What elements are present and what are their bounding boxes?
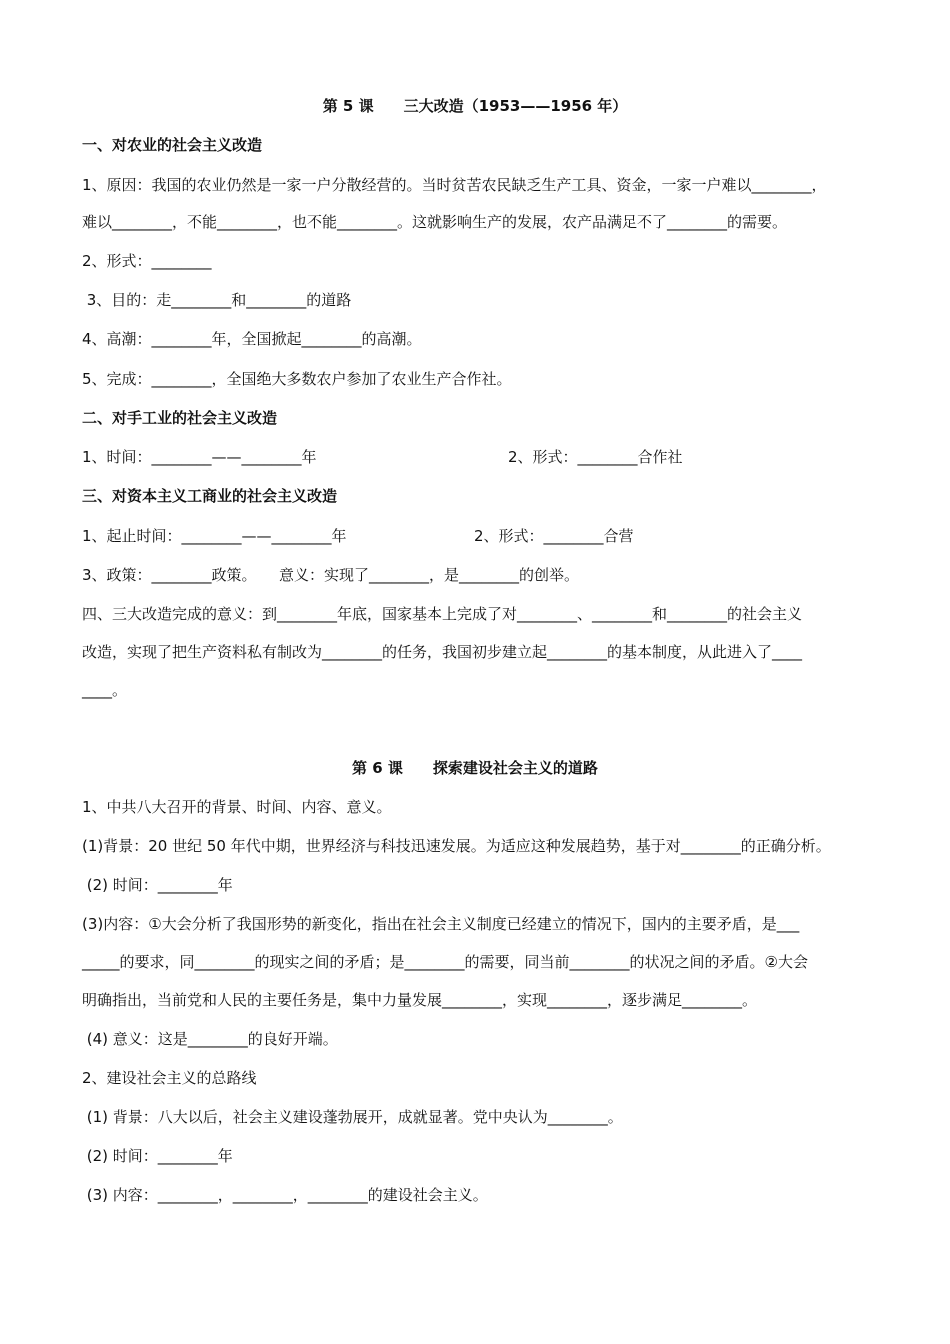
text-line: 1、中共八大召开的背景、时间、内容、意义。: [82, 798, 392, 816]
text-line: (3)内容：①大会分析了我国形势的新变化，指出在社会主义制度已经建立的情况下，国内的主要矛盾，是___: [82, 915, 800, 933]
text-line: 2、形式：________合作社: [508, 448, 683, 466]
text-line: (1)背景：20 世纪 50 年代中期，世界经济与科技迅速发展。为适应这种发展趋势，基于对________的正确分析。: [82, 837, 831, 855]
section-heading: 二、对手工业的社会主义改造: [82, 409, 278, 427]
lesson6-title: 第 6 课 探索建设社会主义的道路: [352, 759, 598, 777]
text-line: 四、三大改造完成的意义：到________年底，国家基本上完成了对________、________和________的社会主义: [82, 605, 803, 623]
text-line: 明确指出，当前党和人民的主要任务是，集中力量发展________，实现________，逐步满足________。: [82, 991, 758, 1009]
text-line: (4) 意义：这是________的良好开端。: [82, 1030, 338, 1048]
text-line: 5、完成：________，全国绝大多数农户参加了农业生产合作社。: [82, 370, 512, 388]
text-line: (2) 时间：________年: [82, 876, 233, 894]
text-line: _____的要求，同________的现实之间的矛盾；是________的需要，同当前________的状况之间的矛盾。②大会: [82, 953, 808, 971]
text-line: 4、高潮：________年，全国掀起________的高潮。: [82, 330, 422, 348]
text-line: 3、目的：走________和________的道路: [82, 291, 352, 309]
text-line: 2、形式：________合营: [474, 527, 634, 545]
text-line: (2) 时间：________年: [82, 1147, 233, 1165]
text-line: 1、原因：我国的农业仍然是一家一户分散经营的。当时贫苦农民缺乏生产工具、资金，一家一户难以________，: [82, 176, 827, 194]
text-line: 1、时间：________——________年: [82, 448, 317, 466]
text-line: 2、形式：________: [82, 252, 212, 270]
text-line: (1) 背景：八大以后，社会主义建设蓬勃展开，成就显著。党中央认为________。: [82, 1108, 623, 1126]
text-line: 难以________，不能________，也不能________。这就影响生产的发展，农产品满足不了________的需要。: [82, 213, 788, 231]
text-line: (3) 内容：________，________，________的建设社会主义。: [82, 1186, 488, 1204]
text-line: ____。: [82, 681, 128, 699]
text-line: 2、建设社会主义的总路线: [82, 1069, 257, 1087]
section-heading: 一、对农业的社会主义改造: [82, 136, 263, 154]
text-line: 改造，实现了把生产资料私有制改为________的任务，我国初步建立起________的基本制度，从此进入了____: [82, 643, 803, 661]
text-line: 3、政策：________政策。 意义：实现了________，是________的创举。: [82, 566, 580, 584]
section-heading: 三、对资本主义工商业的社会主义改造: [82, 487, 338, 505]
lesson5-title: 第 5 课 三大改造（1953——1956 年）: [322, 97, 628, 115]
text-line: 1、起止时间：________——________年: [82, 527, 347, 545]
